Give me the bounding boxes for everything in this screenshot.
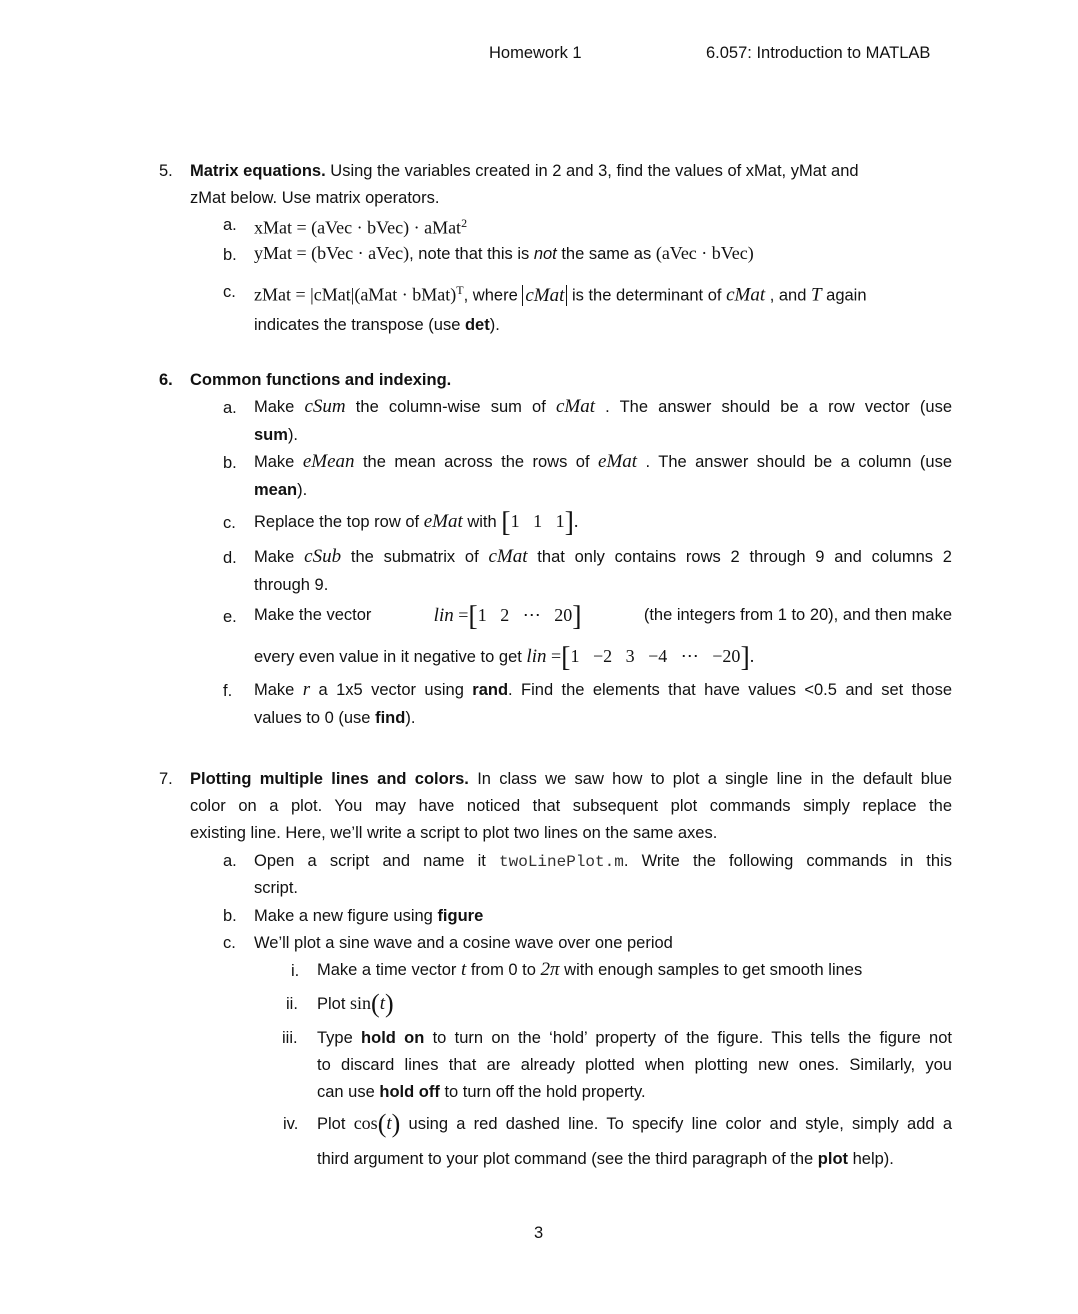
q7-line3: existing line. Here, we’ll write a script to plot two lines on the same axes. [190, 824, 718, 842]
q6-e-label: e. [223, 608, 237, 626]
q6-c-label: c. [223, 514, 236, 532]
q6-title: Common functions and indexing. [190, 371, 452, 389]
q7-i-label: i. [291, 962, 300, 980]
q6-b-label: b. [223, 454, 237, 472]
q7-a-label: a. [223, 852, 237, 870]
q6-d-text: Make cSub the submatrix of cMat that only contains rows 2 through 9 and columns 2 [254, 546, 952, 567]
q7-title: Plotting multiple lines and colors. [190, 770, 469, 788]
q5-c-line2: indicates the transpose (use det). [254, 316, 500, 334]
q6-b-line2: mean). [254, 481, 308, 499]
q7-iii-line2: to discard lines that are already plotted when plotting new ones. Similarly, you [317, 1056, 952, 1074]
q5-b-label: b. [223, 246, 237, 264]
q5-line2: zMat below. Use matrix operators. [190, 189, 440, 207]
q5-b-text: yMat = (bVec · aVec), note that this is not the same as (aVec · bVec) [254, 243, 754, 263]
q6-f-text: Make r a 1x5 vector using rand. Find the elements that have values <0.5 and set those [254, 679, 953, 700]
q6-d-line2: through 9. [254, 576, 329, 594]
q7-number: 7. [159, 770, 173, 788]
q7-c-text: We’ll plot a sine wave and a cosine wave over one period [254, 934, 673, 952]
q7-iv-line2: third argument to your plot command (see the third paragraph of the plot help). [317, 1150, 894, 1168]
q5-title: Matrix equations. [190, 162, 326, 180]
q7-iv-text: Plot cos(t) using a red dashed line. To specify line color and style, simply add a [317, 1109, 952, 1138]
q6-f-label: f. [223, 682, 233, 700]
q7-b-text: Make a new figure using figure [254, 907, 484, 925]
q6-d-label: d. [223, 549, 237, 567]
header-left: Homework 1 [489, 44, 582, 62]
q7-iii-text: Type hold on to turn on the ‘hold’ property of the figure. This tells the figure not [317, 1029, 952, 1047]
q7-ii-label: ii. [286, 995, 298, 1013]
q5-c-label: c. [223, 283, 236, 301]
q5-a-label: a. [223, 216, 237, 234]
q6-a-line2: sum). [254, 426, 299, 444]
page-number: 3 [534, 1224, 544, 1242]
q7-b-label: b. [223, 907, 237, 925]
q5-a-equation: xMat = (aVec · bVec) · aMat$^2$ [254, 216, 468, 238]
q6-a-text: Make cSum the column-wise sum of cMat . The answer should be a row vector (use [254, 396, 952, 417]
q7-line2: color on a plot. You may have noticed that subsequent plot commands simply replace the [190, 797, 952, 815]
q7-i-text: Make a time vector t from 0 to 2π with enough samples to get smooth lines [317, 959, 863, 980]
q7-line1: Plotting multiple lines and colors. In class we saw how to plot a single line in the default blue [190, 770, 952, 788]
q6-f-line2: values to 0 (use find). [254, 709, 416, 727]
q6-b-text: Make eMean the mean across the rows of eMat . The answer should be a column (use [254, 451, 953, 472]
q6-e-text: Make the vector lin =[1 2 ⋯ 20] (the integers from 1 to 20), and then make [254, 601, 952, 632]
q7-iii-label: iii. [282, 1029, 298, 1047]
q7-ii-text: Plot sin(t) [317, 989, 394, 1018]
q5-line1: Matrix equations. Using the variables created in 2 and 3, find the values of xMat, yMat and [190, 162, 859, 180]
header-right: 6.057: Introduction to MATLAB [706, 44, 931, 62]
q7-a-line2: script. [254, 879, 299, 897]
q7-iv-label: iv. [283, 1115, 299, 1133]
q7-c-label: c. [223, 934, 236, 952]
q5-c-text: zMat = |cMat|(aMat · bMat)$^T$, where cMat is the determinant of cMat , and T again [254, 283, 867, 306]
q6-number: 6. [159, 371, 173, 389]
q5-number: 5. [159, 162, 173, 180]
q6-a-label: a. [223, 399, 237, 417]
q6-c-text: Replace the top row of eMat with [1 1 1]. [254, 507, 579, 538]
q7-iii-line3: can use hold off to turn off the hold property. [317, 1083, 646, 1101]
q6-e-line2: every even value in it negative to get lin =[1 −2 3 −4 ⋯ −20]. [254, 642, 755, 673]
q7-a-text: Open a script and name it twoLinePlot.m. Write the following commands in this [254, 852, 952, 871]
